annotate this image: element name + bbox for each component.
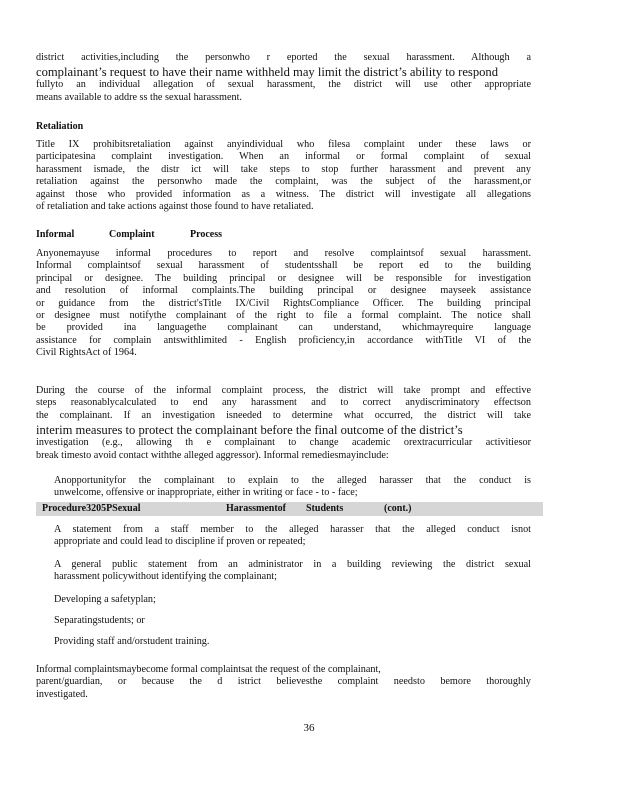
text-line: or guidance from the district'sTitle IX/Civil RightsCompliance Officer. The building principal (36, 297, 531, 309)
text-line-large: interim measures to protect the complainant before the final outcome of the district’s (36, 423, 463, 438)
text-line: Anyonemayuse informal procedures to report and resolve complaintsof sexual harassment. (36, 248, 531, 259)
text-line: A statement from a staff member to the alleged harasser that the alleged conduct isnot (54, 524, 531, 535)
text-line: retaliation against the personwho made the complaint, was the subject of the harassment,or (36, 176, 531, 188)
text-line: participatesina complaint investigation. When an informal or formal complaint of sexual (36, 151, 531, 163)
text-line: the complainant. If an investigation isneeded to determine what occurred, the district will take (36, 409, 531, 421)
text-line: Informal complaintsmaybecome formal complaintsat the request of the complainant, (36, 664, 381, 675)
text-line: harassment ismade, the distr ict will take steps to stop further harassment and prevent any (36, 163, 531, 175)
text-line: break timesto avoid contact withthe alleged aggressor). Informal remediesmayinclude: (36, 449, 389, 461)
procedure-number: Procedure3205PSexual (42, 503, 141, 514)
procedure-title-part: Students (306, 503, 344, 514)
text-line: investigation (e.g., allowing th e complainant to change academic orextracurricular activitiesor (36, 437, 531, 449)
text-line: Civil RightsAct of 1964. (36, 347, 137, 359)
text-line: harassment policywithout identifying the complainant; (54, 571, 277, 583)
text-line: district activities,including the personwho r eported the sexual harassment. Although a (36, 52, 531, 63)
procedure-continued: (cont.) (384, 503, 412, 514)
text-line: means available to addre ss the sexual harassment. (36, 91, 242, 103)
text-line: or designee must notifythe complainant of the right to file a formal complaint. The notice shall (36, 310, 531, 322)
text-line: of retaliation and take actions against those found to have retaliated. (36, 201, 314, 213)
retaliation-heading: Retaliation (36, 121, 84, 132)
text-line: appropriate and could lead to discipline if proven or repeated; (54, 536, 306, 548)
text-line: A general public statement from an administrator in a building reviewing the district sexual (54, 559, 531, 570)
retaliation-paragraph (36, 139, 531, 213)
heading-word: Complaint (109, 229, 155, 240)
text-line: and resolution of informal complaints.The building principal or designee mayseek assistance (36, 285, 531, 297)
text-line: parent/guardian, or because the d istrict believesthe complaint needsto bemore thoroughly (36, 676, 531, 688)
text-line: investigated. (36, 688, 88, 700)
text-line: Separatingstudents; or (54, 615, 145, 626)
closing-paragraph (36, 664, 531, 701)
informal-paragraph-2 (36, 385, 531, 462)
text-line-large: complainant’s request to have their name withheld may limit the district’s ability to respond (36, 65, 499, 80)
intro-paragraph (36, 52, 531, 104)
text-line: assistance for complain antswithlimited - English proficiency,in accordance withTitle VI of the (36, 334, 531, 346)
text-line: Providing staff and/orstudent training. (54, 636, 210, 647)
procedure-header-bar (36, 502, 543, 516)
text-line: principal or designee. The building principal or designee will be responsible for investigation (36, 272, 531, 284)
text-line: During the course of the informal complaint process, the district will take prompt and effective (36, 385, 531, 396)
heading-word: Informal (36, 229, 75, 240)
informal-paragraph-1 (36, 248, 531, 360)
text-line: Title IX prohibitsretaliation against anyindividual who filesa complaint under these laws or (36, 139, 531, 150)
text-line: steps reasonablycalculated to end any harassment and to correct anydiscriminatory effectson (36, 397, 531, 409)
text-line: Informal complaintsof sexual harassment of studentsshall be report ed to the building (36, 260, 531, 272)
heading-word: Process (190, 229, 223, 240)
text-line: be provided ina languagethe complainant can understand, whichmayrequire language (36, 322, 531, 334)
text-line: Anopportunityfor the complainant to explain to the alleged harasser that the conduct is (54, 475, 531, 486)
text-line: Developing a safetyplan; (54, 594, 156, 605)
procedure-title-part: Harassmentof (226, 503, 286, 514)
page-number: 36 (303, 722, 315, 734)
text-line: unwelcome, offensive or inappropriate, either in writing or face - to - face; (54, 487, 358, 499)
text-line: fullyto an individual allegation of sexual harassment, the district will use other appropriate (36, 79, 531, 91)
text-line: against those who provided information as a witness. The district will investigate all allegations (36, 188, 531, 200)
